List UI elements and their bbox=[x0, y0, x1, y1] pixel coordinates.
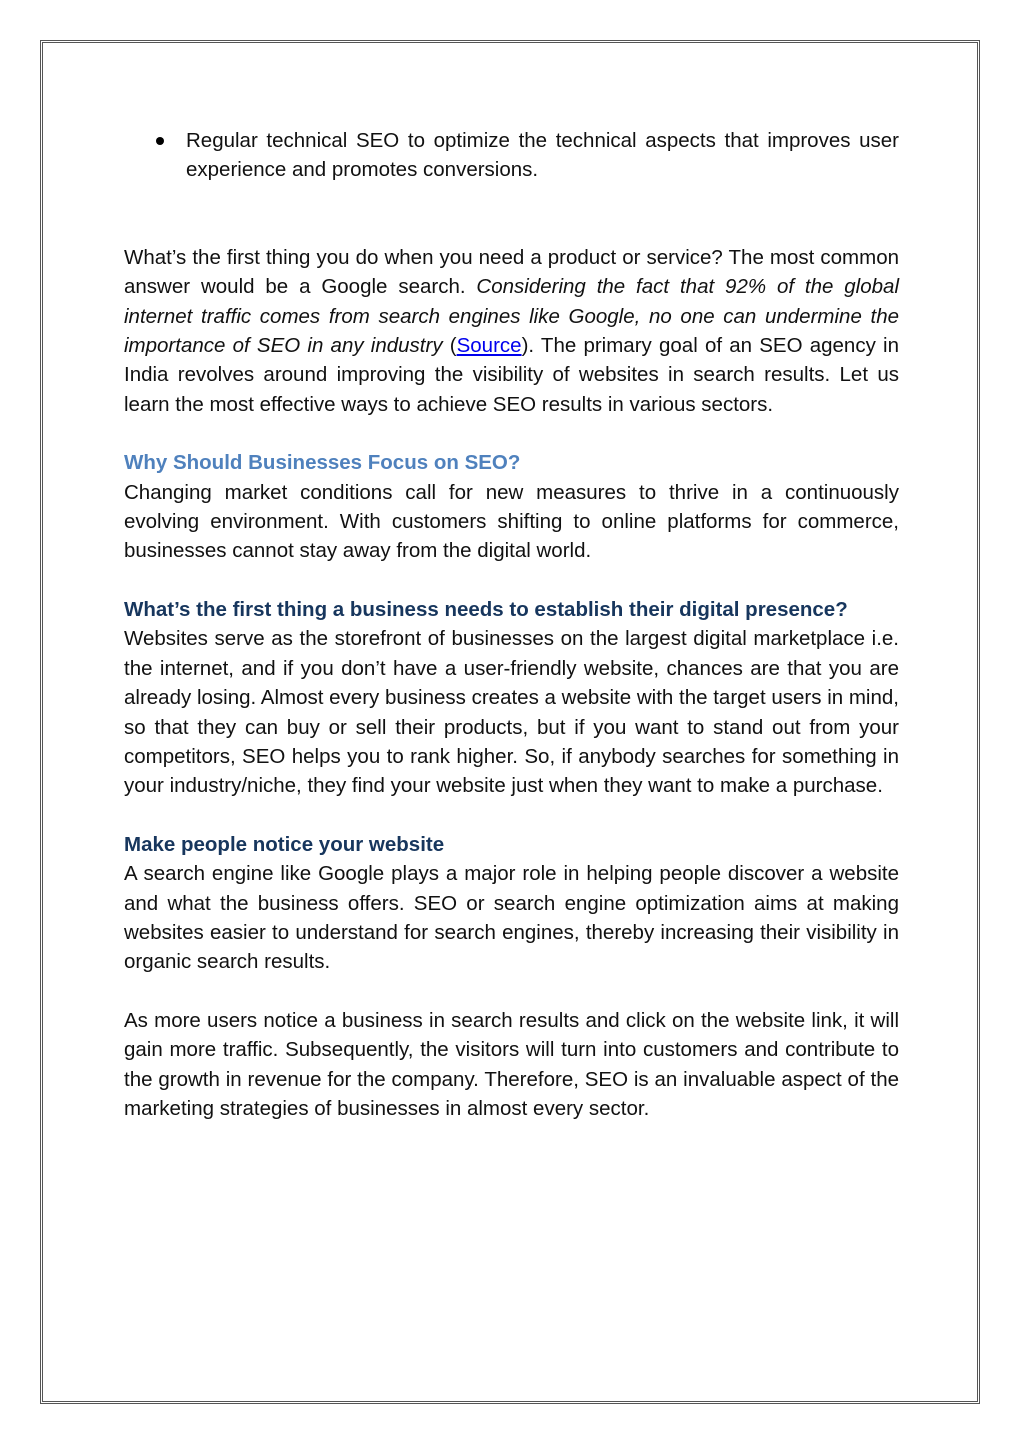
spacer bbox=[124, 566, 899, 595]
intro-text-after: . The primary goal of an SEO agency in India revolves around improving the visibility of websites in search results. Let us learn the most effective ways to achieve SEO results in various sectors. bbox=[124, 334, 899, 416]
intro-paragraph bbox=[124, 243, 899, 419]
intro-italic-text: Considering the fact that 92% of the global internet traffic comes from search engines like Google, no one can undermine the importance of SEO in any industry bbox=[124, 275, 899, 358]
section-paragraph: Changing market conditions call for new measures to thrive in a continuously evolving environment. With customers shifting to online platforms for commerce, businesses cannot stay away from the digital world. bbox=[124, 480, 899, 563]
spacer bbox=[124, 419, 899, 448]
bullet-text: Regular technical SEO to optimize the technical aspects that improves user experience and promotes conversions. bbox=[186, 129, 899, 182]
document-body bbox=[124, 126, 899, 1123]
intro-paren-open: ( bbox=[442, 334, 457, 358]
spacer bbox=[124, 977, 899, 1006]
section-heading-why-seo: Why Should Businesses Focus on SEO? bbox=[124, 451, 521, 475]
section-heading-notice-website: Make people notice your website bbox=[124, 832, 445, 856]
source-link[interactable]: Source bbox=[456, 334, 522, 358]
section-paragraph: As more users notice a business in search results and click on the website link, it will gain more traffic. Subsequently, the visitors will turn into customers and contribute to the growth in revenue for the company. Therefore, SEO is an invaluable aspect of the marketing strategies of businesses in almost every sector. bbox=[124, 1008, 899, 1120]
intro-paren-close: ) bbox=[521, 334, 529, 358]
bullet-item bbox=[124, 126, 899, 185]
intro-text-before: What’s the first thing you do when you need a product or service? The most common answer would be a Google search. bbox=[124, 245, 899, 299]
section-paragraph: A search engine like Google plays a major role in helping people discover a website and what the business offers. SEO or search engine optimization aims at making websites easier to understand for search engines, thereby increasing their visibility in organic search results. bbox=[124, 862, 899, 974]
section-paragraph: Websites serve as the storefront of businesses on the largest digital marketplace i.e. the internet, and if you don’t have a user-friendly website, chances are that you are already losing. Almost every business creates a website with the target users in mind, so that they can buy or sell their products, but if you want to stand out from your competitors, SEO helps you to rank higher. So, if anybody searches for something in your industry/niche, they find your website just when they want to make a purchase. bbox=[124, 627, 899, 798]
bullet-dot-icon bbox=[156, 137, 164, 145]
bullet-list bbox=[124, 126, 899, 185]
section-heading-digital-presence: What’s the first thing a business needs to establish their digital presence? bbox=[124, 597, 848, 621]
spacer bbox=[124, 801, 899, 830]
spacer bbox=[124, 185, 899, 243]
